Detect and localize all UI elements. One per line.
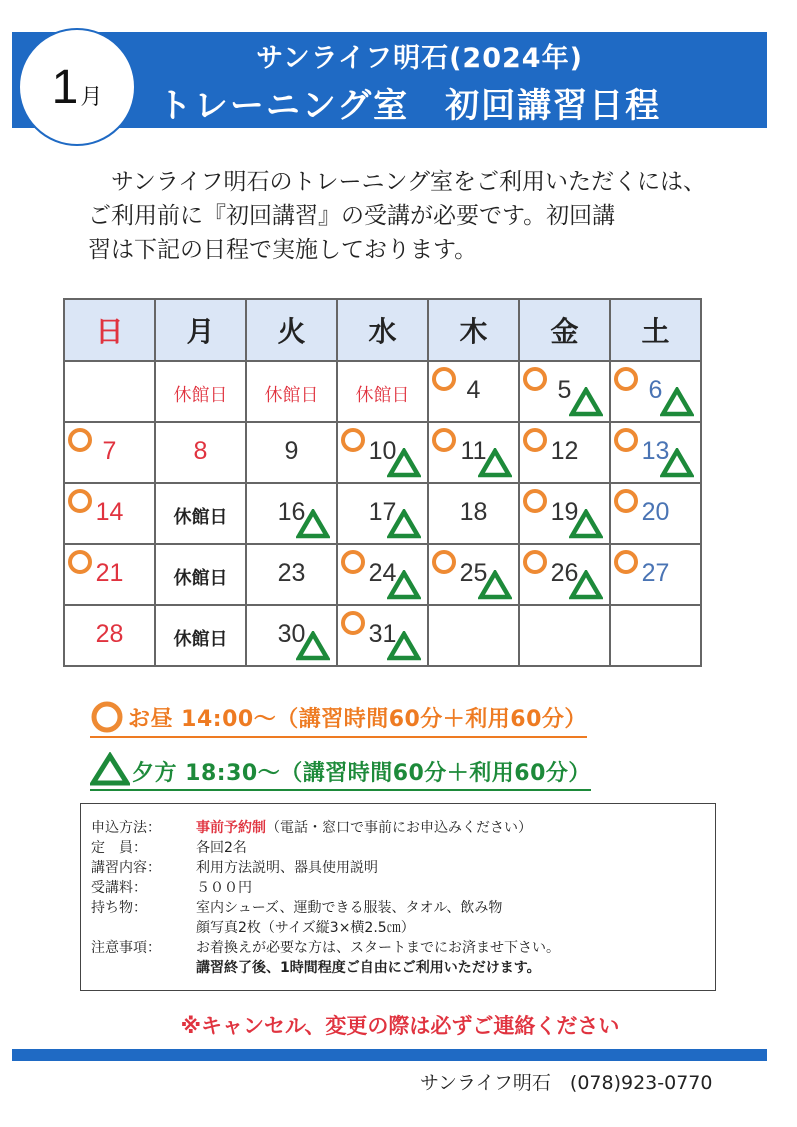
calendar-day-cell	[519, 422, 610, 483]
info-fee	[91, 878, 711, 898]
calendar-body	[64, 361, 701, 666]
noon-circle-icon	[614, 428, 638, 452]
day-number: 19	[550, 498, 579, 526]
closed-label: 休館日	[264, 385, 319, 406]
closed-label: 休館日	[173, 629, 228, 650]
info-items-label: 持ち物：	[91, 900, 147, 916]
closed-label: 休館日	[355, 385, 410, 406]
noon-circle-icon	[68, 489, 92, 513]
evening-triangle-icon	[569, 570, 603, 600]
month-badge	[18, 28, 136, 146]
day-number: 5	[557, 376, 572, 404]
info-content-value: 利用方法説明、器具使用説明	[196, 860, 378, 876]
weekday-header: 日	[64, 299, 155, 361]
day-number: 13	[641, 437, 670, 465]
title-line2: トレーニング室 初回講習日程	[157, 86, 662, 126]
info-items-value2: 顔写真2枚（サイズ縦3×横2.5㎝）	[196, 920, 415, 936]
day-number: 24	[368, 559, 397, 587]
calendar-day-cell	[246, 422, 337, 483]
info-content	[91, 858, 711, 878]
noon-circle-icon	[90, 700, 124, 734]
day-number: 17	[368, 498, 397, 526]
calendar-day-cell	[337, 544, 428, 605]
calendar-week-row	[64, 605, 701, 666]
calendar-day-cell	[155, 544, 246, 605]
legend-evening-text: 夕方 18:30～（講習時間60分＋利用60分）	[132, 761, 591, 786]
evening-triangle-icon	[660, 448, 694, 478]
noon-circle-icon	[523, 428, 547, 452]
info-notes	[91, 938, 711, 958]
day-number: 6	[648, 376, 663, 404]
noon-circle-icon	[68, 550, 92, 574]
calendar-day-cell	[246, 483, 337, 544]
calendar-day-cell	[428, 544, 519, 605]
info-box	[80, 803, 716, 991]
noon-circle-icon	[614, 367, 638, 391]
calendar-day-cell	[64, 422, 155, 483]
noon-circle-icon	[523, 550, 547, 574]
intro-line-2: ご利用前に『初回講習』の受講が必要です。初回講	[88, 203, 616, 229]
calendar-week-row	[64, 544, 701, 605]
weekday-header: 土	[610, 299, 701, 361]
legend-noon-text: お昼 14:00～（講習時間60分＋利用60分）	[128, 707, 587, 732]
calendar-day-cell	[337, 422, 428, 483]
intro-line-3: 習は下記の日程で実施しております。	[88, 237, 478, 263]
calendar-day-cell	[428, 605, 519, 666]
calendar-day-cell	[428, 483, 519, 544]
day-number: 11	[460, 437, 487, 465]
evening-triangle-icon	[90, 752, 130, 786]
calendar-day-cell	[64, 605, 155, 666]
cancel-notice: ※キャンセル、変更の際は必ずご連絡ください	[180, 1014, 620, 1038]
day-number: 28	[95, 620, 124, 648]
weekday-header: 金	[519, 299, 610, 361]
month-unit: 月	[80, 84, 103, 110]
info-items-2	[91, 918, 711, 938]
weekday-header: 月	[155, 299, 246, 361]
info-capacity-label: 定 員：	[91, 840, 147, 856]
info-capacity-value: 各回2名	[196, 840, 247, 856]
evening-triangle-icon	[387, 509, 421, 539]
noon-circle-icon	[614, 550, 638, 574]
footer-bar	[12, 1049, 767, 1061]
calendar-day-cell	[519, 483, 610, 544]
calendar-day-cell	[337, 361, 428, 422]
calendar-day-cell	[337, 483, 428, 544]
day-number: 25	[459, 559, 488, 587]
info-notes-2	[91, 958, 711, 978]
info-apply-bold: 事前予約制	[196, 820, 266, 836]
info-notes-value2: 講習終了後、1時間程度ご自由にご利用いただけます。	[196, 960, 541, 976]
info-items-value1: 室内シューズ、運動できる服装、タオル、飲み物	[196, 900, 503, 916]
calendar-day-cell	[246, 605, 337, 666]
title-line1: サンライフ明石(2024年)	[256, 43, 583, 74]
day-number: 31	[368, 620, 397, 648]
info-apply-rest: （電話・窓口で事前にお申込みください）	[266, 820, 532, 836]
weekday-header: 火	[246, 299, 337, 361]
intro-text	[88, 165, 708, 267]
calendar-day-cell	[610, 422, 701, 483]
info-apply	[91, 818, 711, 838]
evening-triangle-icon	[387, 570, 421, 600]
calendar-day-cell	[64, 483, 155, 544]
noon-circle-icon	[523, 367, 547, 391]
noon-circle-icon	[341, 428, 365, 452]
calendar-day-cell	[64, 361, 155, 422]
noon-circle-icon	[341, 611, 365, 635]
calendar-day-cell	[610, 483, 701, 544]
info-capacity	[91, 838, 711, 858]
evening-triangle-icon	[296, 509, 330, 539]
calendar-week-row	[64, 483, 701, 544]
day-number: 27	[641, 559, 670, 587]
day-number: 26	[550, 559, 579, 587]
info-notes-value1: お着換えが必要な方は、スタートまでにお済ませ下さい。	[196, 940, 560, 956]
day-number: 23	[277, 559, 306, 587]
noon-circle-icon	[432, 428, 456, 452]
noon-circle-icon	[614, 489, 638, 513]
noon-circle-icon	[523, 489, 547, 513]
closed-label: 休館日	[173, 507, 228, 528]
footer-contact: サンライフ明石 (078)923-0770	[420, 1072, 713, 1094]
info-items	[91, 898, 711, 918]
noon-circle-icon	[68, 428, 92, 452]
calendar-day-cell	[337, 605, 428, 666]
evening-triangle-icon	[387, 448, 421, 478]
calendar-week-row	[64, 361, 701, 422]
calendar-day-cell	[519, 361, 610, 422]
evening-triangle-icon	[569, 387, 603, 417]
weekday-header-row	[64, 299, 701, 361]
day-number: 20	[641, 498, 670, 526]
info-notes-label: 注意事項：	[91, 940, 161, 956]
info-apply-label: 申込方法：	[91, 820, 161, 836]
calendar-day-cell	[64, 544, 155, 605]
weekday-header: 水	[337, 299, 428, 361]
calendar-week-row	[64, 422, 701, 483]
day-number: 4	[466, 376, 481, 404]
info-fee-value: ５００円	[196, 880, 252, 896]
day-number: 30	[277, 620, 306, 648]
month-number: 1	[51, 60, 79, 114]
day-number: 7	[102, 437, 117, 465]
evening-triangle-icon	[569, 509, 603, 539]
calendar-day-cell	[246, 544, 337, 605]
closed-label: 休館日	[173, 385, 228, 406]
evening-triangle-icon	[296, 631, 330, 661]
legend-noon	[90, 700, 587, 738]
calendar-day-cell	[519, 605, 610, 666]
noon-circle-icon	[432, 367, 456, 391]
evening-triangle-icon	[478, 570, 512, 600]
info-fee-label: 受講料：	[91, 880, 147, 896]
calendar-day-cell	[428, 422, 519, 483]
evening-triangle-icon	[660, 387, 694, 417]
calendar-day-cell	[155, 361, 246, 422]
day-number: 9	[284, 437, 299, 465]
calendar-day-cell	[519, 544, 610, 605]
calendar-day-cell	[610, 605, 701, 666]
weekday-header: 木	[428, 299, 519, 361]
calendar-day-cell	[610, 544, 701, 605]
calendar-day-cell	[155, 422, 246, 483]
calendar-day-cell	[610, 361, 701, 422]
calendar-day-cell	[428, 361, 519, 422]
noon-circle-icon	[341, 550, 365, 574]
day-number: 8	[193, 437, 208, 465]
day-number: 21	[95, 559, 124, 587]
day-number: 16	[277, 498, 306, 526]
day-number: 12	[550, 437, 579, 465]
info-content-label: 講習内容：	[91, 860, 161, 876]
closed-label: 休館日	[173, 568, 228, 589]
noon-circle-icon	[432, 550, 456, 574]
calendar-day-cell	[155, 483, 246, 544]
evening-triangle-icon	[387, 631, 421, 661]
day-number: 18	[459, 498, 488, 526]
calendar-day-cell	[246, 361, 337, 422]
intro-line-1: サンライフ明石のトレーニング室をご利用いただくには、	[111, 169, 707, 195]
day-number: 10	[368, 437, 397, 465]
legend-evening	[90, 752, 591, 791]
calendar-table	[63, 298, 702, 667]
calendar-day-cell	[155, 605, 246, 666]
evening-triangle-icon	[478, 448, 512, 478]
day-number: 14	[95, 498, 124, 526]
